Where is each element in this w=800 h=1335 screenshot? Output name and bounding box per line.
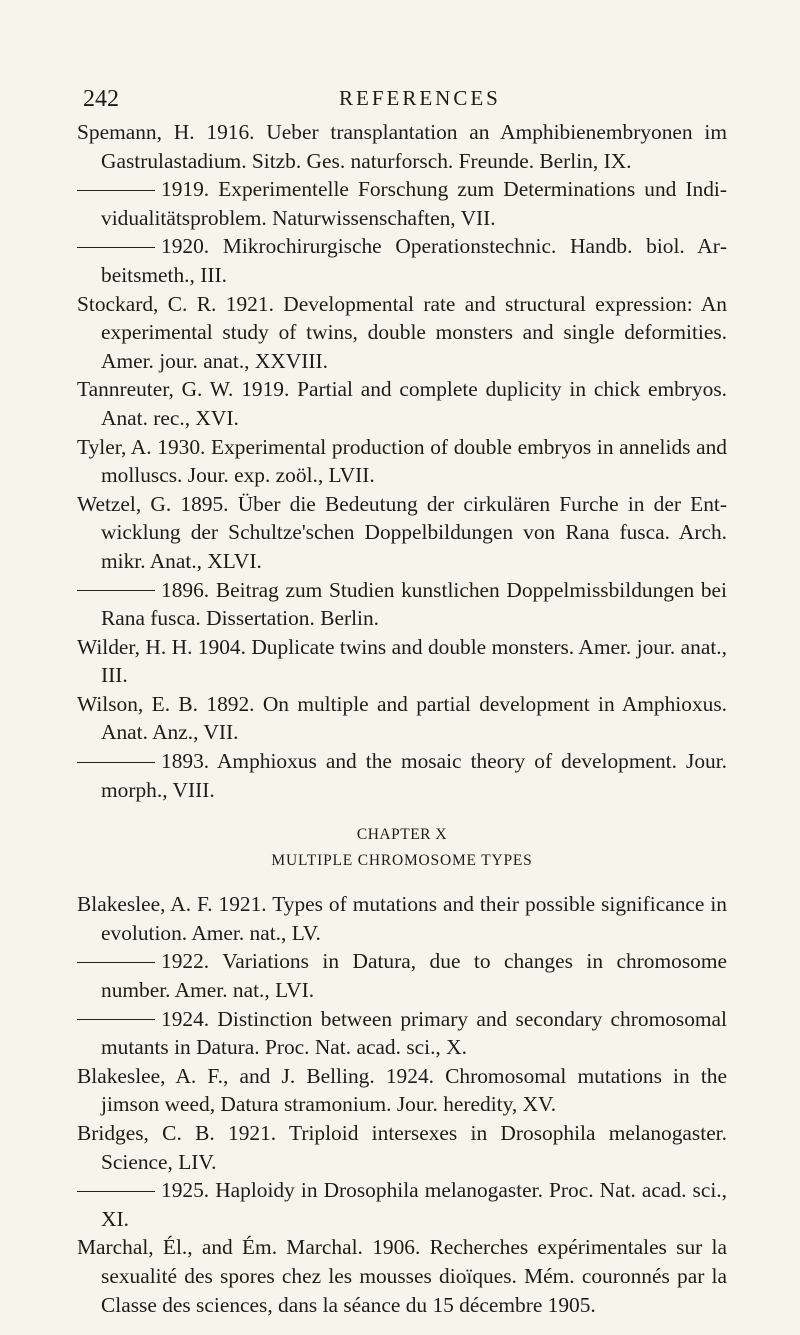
reference-entry bbox=[77, 1119, 727, 1176]
reference-entry bbox=[77, 433, 727, 490]
reference-entry bbox=[77, 118, 727, 175]
reference-entry bbox=[77, 747, 727, 804]
reference-author: Tyler, A. bbox=[77, 434, 152, 459]
reference-entry bbox=[77, 290, 727, 376]
reference-entry bbox=[77, 690, 727, 747]
reference-author: Marchal, Él., and Ém. Marchal. bbox=[77, 1235, 363, 1260]
reference-entry bbox=[77, 1233, 727, 1319]
reference-text: 1921. Triploid intersexes in Drosophila melanogaster. Science, LIV. bbox=[101, 1121, 727, 1174]
chapter-subtitle: MULTIPLE CHROMOSOME TYPES bbox=[271, 852, 533, 870]
ditto-dash bbox=[77, 190, 155, 191]
reference-author: Wilson, E. B. bbox=[77, 691, 199, 716]
reference-text: 1904. Duplicate twins and double monsters. Amer. jour. anat., III. bbox=[101, 634, 727, 688]
page-header bbox=[83, 86, 717, 120]
reference-entry bbox=[77, 490, 727, 576]
reference-entry bbox=[77, 576, 727, 633]
reference-author: Spemann, H. bbox=[77, 120, 195, 144]
reference-author: Stockard, C. R. bbox=[77, 291, 217, 316]
reference-text: 1924. Distinction between primary and secondary chromosomal mutants in Datura. Proc. Nat. acad. sci., X. bbox=[101, 1006, 727, 1060]
ditto-dash bbox=[77, 590, 155, 591]
reference-author: Blakeslee, A. F., and J. Belling. bbox=[77, 1063, 375, 1088]
reference-text: 1925. Haploidy in Drosophila melanogaster. Proc. Nat. acad. sci., XI. bbox=[101, 1178, 727, 1231]
ditto-dash bbox=[77, 1019, 155, 1020]
ditto-dash bbox=[77, 962, 155, 963]
reference-text: 1921. Types of mutations and their possible significance in evolution. Amer. nat., LV. bbox=[101, 892, 727, 945]
reference-author: Wilder, H. H. bbox=[77, 634, 193, 659]
reference-entry bbox=[77, 175, 727, 232]
reference-text: 1892. On multiple and partial development in Amphioxus. Anat. Anz., VII. bbox=[101, 691, 728, 745]
reference-entry bbox=[77, 375, 727, 432]
reference-text: 1906. Recherches expérimentales sur la sexualité des spores chez les mousses dioïques. Mém. couronnés par la Classe des sciences, dans la séance du 15 décembre 1905. bbox=[101, 1235, 727, 1317]
ditto-dash bbox=[77, 247, 155, 248]
reference-entry bbox=[77, 1062, 727, 1119]
ditto-dash bbox=[77, 1191, 155, 1192]
reference-author: Blakeslee, A. F. bbox=[77, 892, 213, 917]
reference-author: Bridges, C. B. bbox=[77, 1121, 215, 1145]
reference-text: 1922. Variations in Datura, due to changes in chromosome number. Amer. nat., LVI. bbox=[101, 949, 727, 1003]
reference-entry bbox=[77, 890, 727, 947]
reference-text: 1920. Mikrochirurgische Operationstechnic. Handb. biol. Arbeitsmeth., III. bbox=[101, 234, 727, 287]
reference-author: Wetzel, G. bbox=[77, 491, 172, 516]
reference-text: 1924. Chromosomal mutations in the jimson weed, Datura stramonium. Jour. heredity, XV. bbox=[101, 1063, 727, 1117]
page-number: 242 bbox=[83, 86, 119, 112]
reference-text: 1919. Experimentelle Forschung zum Determinations und Individualitätsproblem. Naturwissenschaften, VII. bbox=[101, 177, 727, 230]
reference-list-b bbox=[77, 890, 727, 1319]
reference-list-a bbox=[77, 118, 727, 804]
references-body bbox=[77, 118, 727, 1319]
reference-text: 1930. Experimental production of double embryos in annelids and molluscs. Jour. exp. zoöl., LVII. bbox=[101, 434, 727, 488]
reference-entry bbox=[77, 1005, 727, 1062]
reference-entry bbox=[77, 633, 727, 690]
reference-author: Tannreuter, G. W. bbox=[77, 377, 234, 402]
chapter-title: CHAPTER X bbox=[356, 826, 448, 844]
reference-text: 1896. Beitrag zum Studien kunstlichen Doppelmissbildungen bei Rana fusca. Dissertation. Berlin. bbox=[101, 577, 727, 631]
running-head: REFERENCES bbox=[339, 86, 501, 110]
reference-entry bbox=[77, 1176, 727, 1233]
ditto-dash bbox=[77, 762, 155, 763]
reference-text: 1895. Über die Bedeutung der cirkulären Furche in der Entwicklung der Schultze'schen Doppelbildungen von Rana fusca. Arch. mikr. Anat., XLVI. bbox=[101, 491, 727, 573]
reference-text: 1921. Developmental rate and structural expression: An experimental study of twins, double monsters and single deformities. Amer. jour. anat., XXVIII. bbox=[101, 291, 727, 373]
reference-text: 1919. Partial and complete duplicity in chick embryos. Anat. rec., XVI. bbox=[101, 377, 727, 430]
reference-text: 1893. Amphioxus and the mosaic theory of development. Jour. morph., VIII. bbox=[101, 749, 727, 802]
reference-entry bbox=[77, 232, 727, 289]
reference-text: 1916. Ueber transplantation an Amphibienembryonen im Gastrulastadium. Sitzb. Ges. naturforsch. Freunde. Berlin, IX. bbox=[101, 120, 727, 173]
reference-entry bbox=[77, 947, 727, 1004]
